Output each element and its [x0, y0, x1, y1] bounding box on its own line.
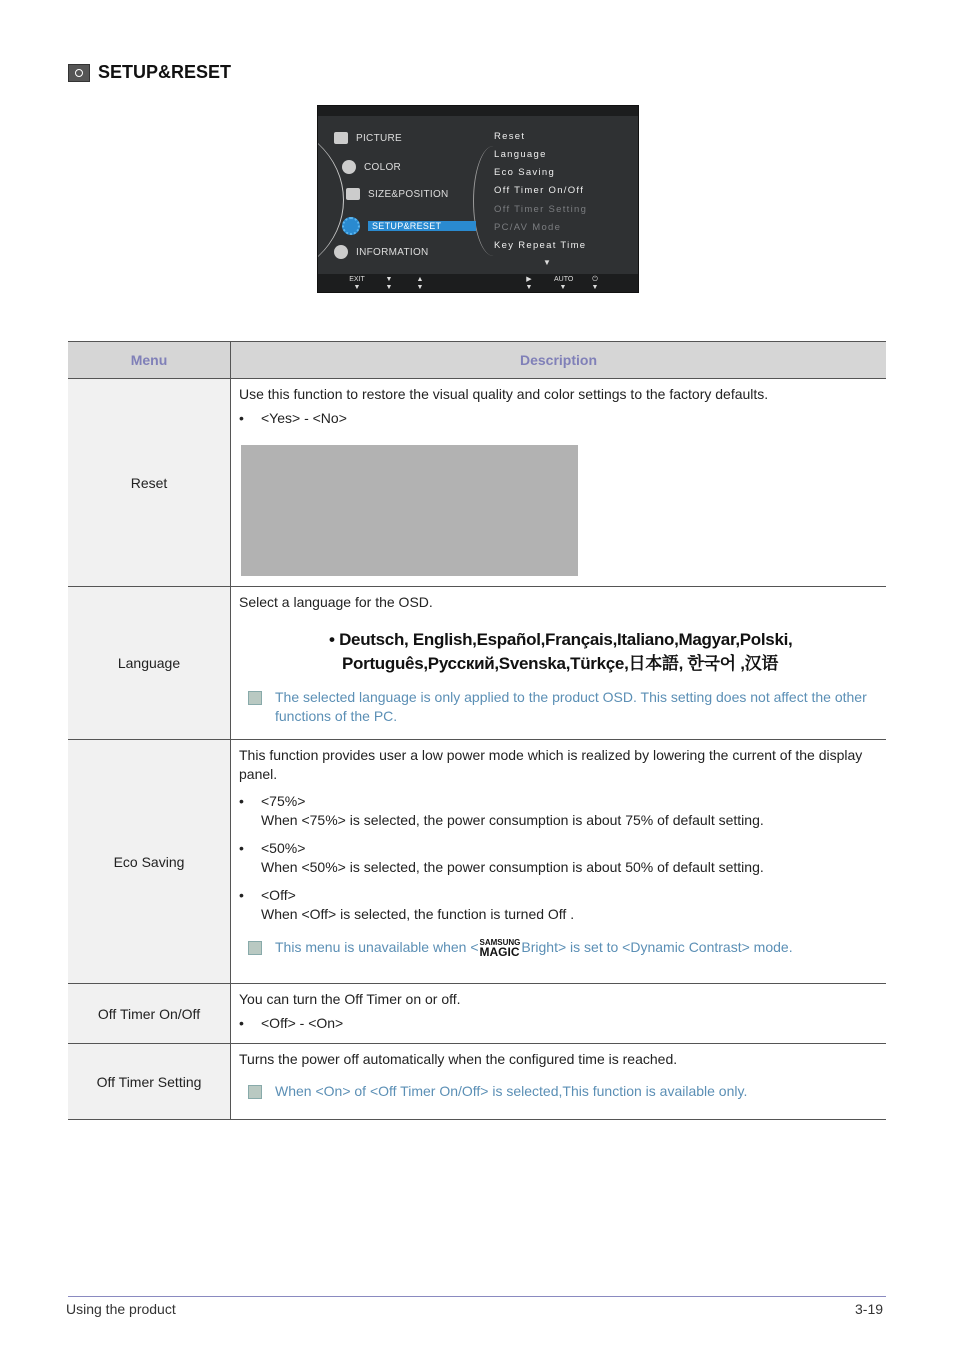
description-text: This function provides user a low power mode which is realized by lowering the current of the display panel. — [239, 747, 863, 782]
bullet-title: • <75%> — [261, 793, 306, 809]
bullet-item: • <Off> - <On> — [239, 1014, 878, 1033]
table-row-language — [68, 587, 886, 740]
bullet-title: • <50%> — [261, 840, 306, 856]
osd-item-color — [342, 160, 401, 174]
osd-btn-enter: ▶ ▼ — [525, 276, 533, 291]
note-icon — [248, 1085, 262, 1099]
description-cell — [231, 1044, 887, 1120]
osd-item-label: SIZE&POSITION — [368, 188, 449, 200]
osd-btn-exit: EXIT ▼ — [349, 276, 365, 291]
table-row-off-timer — [68, 984, 886, 1044]
osd-btn-down: ▼ ▼ — [385, 276, 393, 291]
note-icon — [248, 941, 262, 955]
table-header-row — [68, 342, 886, 379]
description-text: Use this function to restore the visual quality and color settings to the factory defaults. — [239, 386, 769, 402]
footer-chapter: Using the product — [66, 1301, 176, 1317]
osd-scroll-down-icon: ▼ — [543, 258, 551, 267]
osd-sub-key-repeat: Key Repeat Time — [494, 240, 587, 251]
osd-sub-off-timer-setting: Off Timer Setting — [494, 204, 588, 215]
note — [239, 1082, 878, 1101]
bullet-title: • <Off> — [261, 887, 296, 903]
bullet-item — [239, 792, 878, 830]
table-row-reset — [68, 379, 886, 587]
footer-divider — [68, 1296, 886, 1297]
size-position-icon — [346, 188, 360, 200]
note-text: Bright> is set to <Dynamic Contrast> mode. — [521, 939, 793, 955]
description-cell — [231, 740, 887, 984]
bullet-text: When <50%> is selected, the power consumption is about 50% of default setting. — [261, 859, 764, 875]
osd-sub-language: Language — [494, 149, 547, 160]
osd-item-label-selected: SETUP&RESET — [368, 221, 476, 231]
menu-cell: Reset — [68, 379, 231, 587]
setup-icon — [68, 64, 90, 82]
palette-icon — [342, 160, 356, 174]
language-list — [329, 628, 878, 676]
menu-cell: Eco Saving — [68, 740, 231, 984]
osd-btn-auto: AUTO ▼ — [554, 276, 574, 291]
footer-page-number: 3-19 — [855, 1301, 884, 1317]
menu-cell: Off Timer Setting — [68, 1044, 231, 1120]
settings-table — [68, 341, 886, 1120]
description-cell — [231, 379, 887, 587]
osd-item-label: PICTURE — [356, 132, 402, 144]
osd-item-label: INFORMATION — [356, 246, 429, 258]
bullet-item — [239, 886, 878, 924]
osd-btn-power: ⏻ ▼ — [591, 276, 599, 291]
header-description: Description — [231, 342, 887, 379]
description-text: You can turn the Off Timer on or off. — [239, 991, 461, 1007]
osd-sub-off-timer: Off Timer On/Off — [494, 185, 585, 196]
header-menu: Menu — [68, 342, 231, 379]
gear-icon — [342, 217, 360, 235]
note-text: The selected language is only applied to the product OSD. This setting does not affect the other functions of the PC. — [275, 689, 867, 724]
language-list-line: • Deutsch, English,Español,Français,Italiano,Magyar,Polski, — [329, 630, 793, 649]
bullet-item: • <Yes> - <No> — [239, 409, 878, 428]
osd-item-setup-reset — [342, 217, 476, 235]
note-text: This menu is unavailable when < — [275, 939, 479, 955]
osd-item-label: COLOR — [364, 161, 402, 173]
bullet-text: When <75%> is selected, the power consumption is about 75% of default setting. — [261, 812, 764, 828]
osd-sub-reset: Reset — [494, 131, 526, 142]
osd-screenshot — [317, 105, 639, 293]
note-text: When <On> of <Off Timer On/Off> is selected,This function is available only. — [275, 1083, 748, 1099]
reset-image-placeholder — [241, 445, 578, 576]
section-title — [68, 62, 231, 83]
info-icon — [334, 245, 348, 259]
osd-item-size-position — [346, 188, 449, 200]
note — [239, 688, 878, 726]
language-list-line: Português,Русский,Svenska,Türkçe,日本語, 한국어 ,汉语 — [342, 654, 779, 673]
menu-cell: Off Timer On/Off — [68, 984, 231, 1044]
picture-icon — [334, 132, 348, 144]
table-row-eco-saving — [68, 740, 886, 984]
section-title-text: SETUP&RESET — [98, 62, 232, 82]
table-row-off-timer-setting — [68, 1044, 886, 1120]
osd-item-picture — [334, 132, 402, 144]
description-text: Turns the power off automatically when the configured time is reached. — [239, 1051, 678, 1067]
menu-cell: Language — [68, 587, 231, 740]
samsung-magic-logo: SAMSUNG MAGIC — [479, 937, 521, 959]
description-text: Select a language for the OSD. — [239, 594, 433, 610]
bullet-item — [239, 839, 878, 877]
osd-btn-up: ▲ ▼ — [416, 276, 424, 291]
description-cell — [231, 984, 887, 1044]
note-icon — [248, 691, 262, 705]
note — [239, 938, 878, 958]
bullet-text: When <Off> is selected, the function is turned Off . — [261, 906, 575, 922]
osd-sub-pc-av: PC/AV Mode — [494, 222, 562, 233]
description-cell — [231, 587, 887, 740]
osd-top-bar — [318, 106, 638, 116]
osd-item-information — [334, 245, 429, 259]
osd-sub-eco: Eco Saving — [494, 167, 556, 178]
